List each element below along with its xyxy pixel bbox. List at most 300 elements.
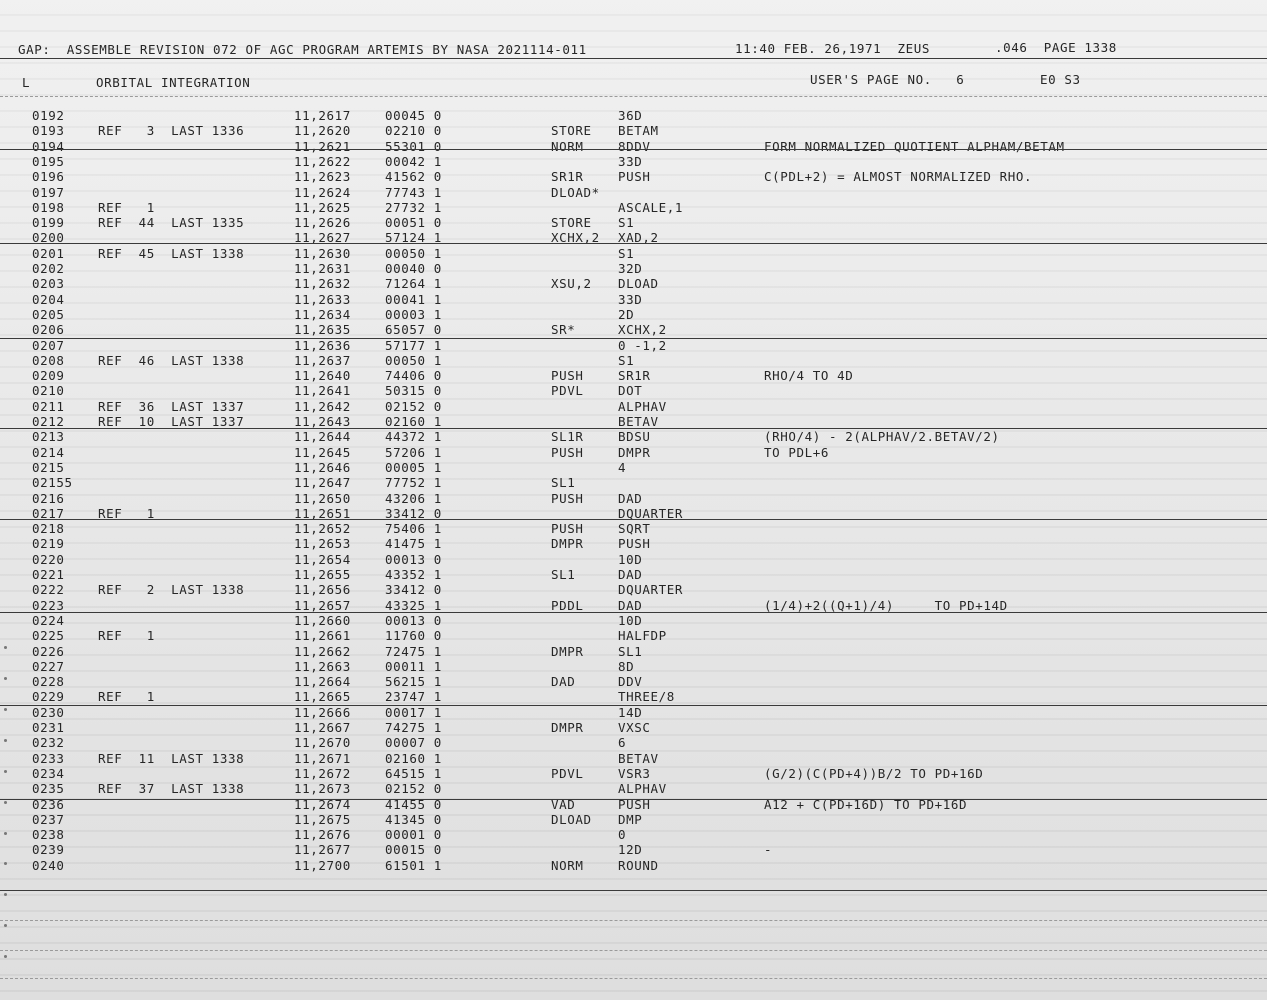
listing-row — [0, 307, 1267, 322]
listing-row — [0, 414, 1267, 429]
listing-row — [0, 215, 1267, 230]
comment: TO PDL+6 — [764, 444, 830, 460]
address: 11,2674 — [294, 796, 351, 812]
blank-rule — [0, 950, 1267, 951]
octal-code: 00040 0 — [385, 261, 442, 276]
line-number: 0214 — [32, 444, 65, 460]
operand: 4 — [618, 459, 627, 475]
octal-code: 33412 0 — [385, 582, 442, 598]
operand: 8DDV — [618, 138, 651, 154]
address: 11,2630 — [294, 245, 351, 261]
margin-mark — [4, 862, 7, 865]
address: 11,2621 — [294, 138, 351, 154]
address: 11,2624 — [294, 184, 351, 200]
header-users-page: USER'S PAGE NO. 6 — [810, 72, 965, 87]
line-number: 0195 — [32, 153, 65, 169]
operand: SL1 — [618, 643, 643, 659]
octal-code: 77752 1 — [385, 475, 442, 491]
line-number: 0226 — [32, 643, 65, 659]
opcode: VAD — [551, 796, 576, 812]
operand: DQUARTER — [618, 505, 684, 521]
octal-code: 65057 0 — [385, 322, 442, 338]
line-number: 0221 — [32, 567, 65, 582]
operand: 0 -1,2 — [618, 337, 667, 353]
opcode: DLOAD — [551, 811, 592, 827]
octal-code: 00017 1 — [385, 704, 442, 720]
opcode: DAD — [551, 674, 576, 690]
ref-field: REF 45 LAST 1338 — [98, 245, 245, 261]
octal-code: 02160 1 — [385, 750, 442, 766]
listing-row — [0, 460, 1267, 475]
header-rule — [0, 58, 1267, 59]
octal-code: 43352 1 — [385, 567, 442, 582]
margin-mark — [4, 924, 7, 927]
opcode: STORE — [551, 215, 592, 231]
opcode: SR* — [551, 322, 576, 338]
address: 11,2632 — [294, 276, 351, 292]
operand: HALFDP — [618, 628, 667, 644]
operand: 10D — [618, 551, 643, 567]
operand: DAD — [618, 597, 643, 613]
address: 11,2617 — [294, 108, 351, 123]
line-number: 0216 — [32, 490, 65, 506]
listing-row — [0, 812, 1267, 827]
address: 11,2700 — [294, 857, 351, 873]
listing-row — [0, 108, 1267, 123]
blank-rule — [0, 920, 1267, 921]
ref-field: REF 44 LAST 1335 — [98, 215, 245, 231]
octal-code: 72475 1 — [385, 643, 442, 659]
line-number: 0229 — [32, 689, 65, 705]
address: 11,2650 — [294, 490, 351, 506]
address: 11,2660 — [294, 612, 351, 628]
address: 11,2662 — [294, 643, 351, 659]
operand: S1 — [618, 215, 635, 231]
operand: 36D — [618, 108, 643, 123]
line-number: 0204 — [32, 291, 65, 307]
header-listing-type: L — [22, 75, 31, 90]
address: 11,2673 — [294, 781, 351, 797]
opcode: XSU,2 — [551, 276, 592, 292]
line-number: 0225 — [32, 628, 65, 644]
line-number: 0240 — [32, 857, 65, 873]
octal-code: 56215 1 — [385, 674, 442, 690]
octal-code: 33412 0 — [385, 505, 442, 521]
address: 11,2620 — [294, 123, 351, 139]
listing-row — [0, 536, 1267, 551]
opcode: SL1R — [551, 429, 584, 445]
operand: 32D — [618, 261, 643, 276]
operand: DOT — [618, 383, 643, 399]
operand: 0 — [618, 827, 627, 843]
octal-code: 74275 1 — [385, 720, 442, 735]
operand: S1 — [618, 245, 635, 261]
comment: - — [764, 842, 773, 858]
header-sub-rule — [0, 96, 1267, 97]
listing-row — [0, 292, 1267, 307]
address: 11,2643 — [294, 414, 351, 429]
octal-code: 44372 1 — [385, 429, 442, 445]
line-number: 0220 — [32, 551, 65, 567]
opcode: DMPR — [551, 536, 584, 552]
operand: ASCALE,1 — [618, 199, 684, 215]
operand: DAD — [618, 567, 643, 582]
line-number: 0215 — [32, 459, 65, 475]
line-number: 0232 — [32, 735, 65, 751]
address: 11,2645 — [294, 444, 351, 460]
operand: 10D — [618, 612, 643, 628]
line-number: 0211 — [32, 398, 65, 414]
octal-code: 23747 1 — [385, 689, 442, 705]
line-number: 0218 — [32, 521, 65, 537]
comment: C(PDL+2) = ALMOST NORMALIZED RHO. — [764, 169, 1033, 185]
operand: SQRT — [618, 521, 651, 537]
listing-row — [0, 491, 1267, 506]
comment: (RHO/4) - 2(ALPHAV/2.BETAV/2) — [764, 429, 1000, 445]
octal-code: 00050 1 — [385, 352, 442, 368]
line-number: 0203 — [32, 276, 65, 292]
address: 11,2642 — [294, 398, 351, 414]
page-rule — [0, 519, 1267, 520]
operand: 6 — [618, 735, 627, 751]
address: 11,2676 — [294, 827, 351, 843]
listing-row — [0, 781, 1267, 796]
opcode: PDVL — [551, 383, 584, 399]
operand: 14D — [618, 704, 643, 720]
listing-row — [0, 858, 1267, 873]
operand: 8D — [618, 658, 635, 674]
operand: 12D — [618, 842, 643, 858]
line-number: 0237 — [32, 811, 65, 827]
page-rule — [0, 799, 1267, 800]
line-number: 0234 — [32, 765, 65, 781]
operand: DQUARTER — [618, 582, 684, 598]
listing-row — [0, 322, 1267, 337]
address: 11,2634 — [294, 306, 351, 322]
operand: DMPR — [618, 444, 651, 460]
octal-code: 57177 1 — [385, 337, 442, 353]
octal-code: 00011 1 — [385, 658, 442, 674]
listing-row — [0, 842, 1267, 857]
listing-row — [0, 659, 1267, 674]
operand: XCHX,2 — [618, 322, 667, 338]
margin-mark — [4, 739, 7, 742]
line-number: 0194 — [32, 138, 65, 154]
line-number: 0236 — [32, 796, 65, 812]
octal-code: 50315 0 — [385, 383, 442, 399]
listing-row — [0, 353, 1267, 368]
line-number: 0239 — [32, 842, 65, 858]
listing-row — [0, 139, 1267, 154]
listing-row — [0, 200, 1267, 215]
address: 11,2651 — [294, 505, 351, 521]
operand: 33D — [618, 291, 643, 307]
listing-row — [0, 720, 1267, 735]
line-number: 0192 — [32, 108, 65, 123]
octal-code: 02152 0 — [385, 781, 442, 797]
line-number: 0209 — [32, 368, 65, 384]
octal-code: 61501 1 — [385, 857, 442, 873]
line-number: 0230 — [32, 704, 65, 720]
address: 11,2625 — [294, 199, 351, 215]
operand: XAD,2 — [618, 230, 659, 246]
address: 11,2663 — [294, 658, 351, 674]
octal-code: 00015 0 — [385, 842, 442, 858]
ref-field: REF 3 LAST 1336 — [98, 123, 245, 139]
address: 11,2623 — [294, 169, 351, 185]
address: 11,2644 — [294, 429, 351, 445]
line-number: 02155 — [32, 475, 73, 491]
header-timestamp: 11:40 FEB. 26,1971 ZEUS — [735, 41, 931, 56]
octal-code: 00013 0 — [385, 612, 442, 628]
line-number: 0199 — [32, 215, 65, 231]
operand: VXSC — [618, 720, 651, 735]
line-number: 0224 — [32, 612, 65, 628]
address: 11,2670 — [294, 735, 351, 751]
comment: FORM NORMALIZED QUOTIENT ALPHAM/BETAM — [764, 138, 1065, 154]
address: 11,2666 — [294, 704, 351, 720]
operand: BETAV — [618, 414, 659, 429]
octal-code: 00045 0 — [385, 108, 442, 123]
address: 11,2675 — [294, 811, 351, 827]
opcode: PUSH — [551, 490, 584, 506]
opcode: PUSH — [551, 444, 584, 460]
octal-code: 11760 0 — [385, 628, 442, 644]
line-number: 0196 — [32, 169, 65, 185]
line-number: 0213 — [32, 429, 65, 445]
line-number: 0223 — [32, 597, 65, 613]
listing-row — [0, 582, 1267, 597]
listing-row — [0, 185, 1267, 200]
line-number: 0207 — [32, 337, 65, 353]
address: 11,2653 — [294, 536, 351, 552]
line-number: 0205 — [32, 306, 65, 322]
opcode: STORE — [551, 123, 592, 139]
listing-row — [0, 445, 1267, 460]
address: 11,2646 — [294, 459, 351, 475]
operand: 33D — [618, 153, 643, 169]
margin-mark — [4, 770, 7, 773]
listing-row — [0, 689, 1267, 704]
octal-code: 00050 1 — [385, 245, 442, 261]
octal-code: 00007 0 — [385, 735, 442, 751]
ref-field: REF 1 — [98, 505, 155, 521]
octal-code: 00003 1 — [385, 306, 442, 322]
line-number: 0222 — [32, 582, 65, 598]
listing-row — [0, 628, 1267, 643]
octal-code: 00051 0 — [385, 215, 442, 231]
operand: DDV — [618, 674, 643, 690]
operand: DAD — [618, 490, 643, 506]
octal-code: 00001 0 — [385, 827, 442, 843]
margin-mark — [4, 955, 7, 958]
margin-mark — [4, 646, 7, 649]
address: 11,2664 — [294, 674, 351, 690]
opcode: DMPR — [551, 720, 584, 735]
octal-code: 43325 1 — [385, 597, 442, 613]
line-number: 0212 — [32, 414, 65, 429]
operand: S1 — [618, 352, 635, 368]
ref-field: REF 36 LAST 1337 — [98, 398, 245, 414]
ref-field: REF 46 LAST 1338 — [98, 352, 245, 368]
address: 11,2657 — [294, 597, 351, 613]
operand: PUSH — [618, 169, 651, 185]
listing-row — [0, 383, 1267, 398]
comment: (1/4)+2((Q+1)/4) TO PD+14D — [764, 597, 1008, 613]
address: 11,2654 — [294, 551, 351, 567]
margin-mark — [4, 708, 7, 711]
page-rule — [0, 149, 1267, 150]
address: 11,2641 — [294, 383, 351, 399]
octal-code: 02160 1 — [385, 414, 442, 429]
margin-mark — [4, 677, 7, 680]
header-eo: E0 S3 — [1040, 72, 1081, 87]
comment: RHO/4 TO 4D — [764, 368, 854, 384]
line-number: 0210 — [32, 383, 65, 399]
opcode: PUSH — [551, 368, 584, 384]
octal-code: 00005 1 — [385, 459, 442, 475]
line-number: 0198 — [32, 199, 65, 215]
comment: (G/2)(C(PD+4))B/2 TO PD+16D — [764, 765, 984, 781]
listing-row — [0, 338, 1267, 353]
opcode: PUSH — [551, 521, 584, 537]
header-page-number: .046 PAGE 1338 — [995, 40, 1117, 55]
opcode: PDDL — [551, 597, 584, 613]
octal-code: 71264 1 — [385, 276, 442, 292]
octal-code: 00042 1 — [385, 153, 442, 169]
line-number: 0238 — [32, 827, 65, 843]
operand: VSR3 — [618, 765, 651, 781]
address: 11,2631 — [294, 261, 351, 276]
address: 11,2665 — [294, 689, 351, 705]
opcode: NORM — [551, 857, 584, 873]
listing-row — [0, 169, 1267, 184]
listing-row — [0, 598, 1267, 613]
opcode: NORM — [551, 138, 584, 154]
listing-row — [0, 261, 1267, 276]
opcode: DLOAD* — [551, 184, 600, 200]
line-number: 0201 — [32, 245, 65, 261]
line-number: 0217 — [32, 505, 65, 521]
octal-code: 27732 1 — [385, 199, 442, 215]
page-rule — [0, 428, 1267, 429]
operand: BETAM — [618, 123, 659, 139]
address: 11,2635 — [294, 322, 351, 338]
listing-row — [0, 567, 1267, 582]
listing-row — [0, 827, 1267, 842]
ref-field: REF 37 LAST 1338 — [98, 781, 245, 797]
opcode: SR1R — [551, 169, 584, 185]
octal-code: 77743 1 — [385, 184, 442, 200]
listing-row — [0, 154, 1267, 169]
address: 11,2661 — [294, 628, 351, 644]
line-number: 0227 — [32, 658, 65, 674]
listing-row — [0, 735, 1267, 750]
margin-mark — [4, 832, 7, 835]
address: 11,2671 — [294, 750, 351, 766]
address: 11,2636 — [294, 337, 351, 353]
octal-code: 74406 0 — [385, 368, 442, 384]
octal-code: 57124 1 — [385, 230, 442, 246]
listing-row — [0, 123, 1267, 138]
address: 11,2627 — [294, 230, 351, 246]
listing-row — [0, 766, 1267, 781]
opcode: XCHX,2 — [551, 230, 600, 246]
address: 11,2667 — [294, 720, 351, 735]
listing-row — [0, 276, 1267, 291]
line-number: 0197 — [32, 184, 65, 200]
opcode: DMPR — [551, 643, 584, 659]
listing-row — [0, 613, 1267, 628]
page-rule — [0, 243, 1267, 244]
octal-code: 41475 1 — [385, 536, 442, 552]
octal-code: 55301 0 — [385, 138, 442, 154]
address: 11,2672 — [294, 765, 351, 781]
address: 11,2656 — [294, 582, 351, 598]
octal-code: 64515 1 — [385, 765, 442, 781]
line-number: 0233 — [32, 750, 65, 766]
octal-code: 00013 0 — [385, 551, 442, 567]
listing-row — [0, 399, 1267, 414]
listing-row — [0, 751, 1267, 766]
octal-code: 41455 0 — [385, 796, 442, 812]
operand: ALPHAV — [618, 781, 667, 797]
page-rule — [0, 612, 1267, 613]
address: 11,2647 — [294, 475, 351, 491]
operand: DLOAD — [618, 276, 659, 292]
operand: 2D — [618, 306, 635, 322]
header-section-title: ORBITAL INTEGRATION — [96, 75, 251, 90]
listing-row — [0, 552, 1267, 567]
opcode: PDVL — [551, 765, 584, 781]
octal-code: 57206 1 — [385, 444, 442, 460]
operand: DMP — [618, 811, 643, 827]
line-number: 0193 — [32, 123, 65, 139]
operand: THREE/8 — [618, 689, 675, 705]
octal-code: 02210 0 — [385, 123, 442, 139]
listing-row — [0, 368, 1267, 383]
line-number: 0200 — [32, 230, 65, 246]
address: 11,2677 — [294, 842, 351, 858]
ref-field: REF 10 LAST 1337 — [98, 414, 245, 429]
listing-row — [0, 644, 1267, 659]
operand: SR1R — [618, 368, 651, 384]
margin-mark — [4, 893, 7, 896]
listing-row — [0, 475, 1267, 490]
operand: ROUND — [618, 857, 659, 873]
address: 11,2640 — [294, 368, 351, 384]
octal-code: 75406 1 — [385, 521, 442, 537]
header-assemble-line: GAP: ASSEMBLE REVISION 072 OF AGC PROGRAM ARTEMIS BY NASA 2021114-011 — [18, 42, 587, 57]
ref-field: REF 1 — [98, 628, 155, 644]
line-number: 0208 — [32, 352, 65, 368]
octal-code: 00041 1 — [385, 291, 442, 307]
line-number: 0228 — [32, 674, 65, 690]
operand: BETAV — [618, 750, 659, 766]
octal-code: 41345 0 — [385, 811, 442, 827]
address: 11,2622 — [294, 153, 351, 169]
page-rule — [0, 705, 1267, 706]
page-rule — [0, 338, 1267, 339]
page-rule — [0, 890, 1267, 891]
operand: PUSH — [618, 796, 651, 812]
line-number: 0235 — [32, 781, 65, 797]
octal-code: 41562 0 — [385, 169, 442, 185]
line-number: 0219 — [32, 536, 65, 552]
margin-mark — [4, 801, 7, 804]
operand: PUSH — [618, 536, 651, 552]
address: 11,2637 — [294, 352, 351, 368]
